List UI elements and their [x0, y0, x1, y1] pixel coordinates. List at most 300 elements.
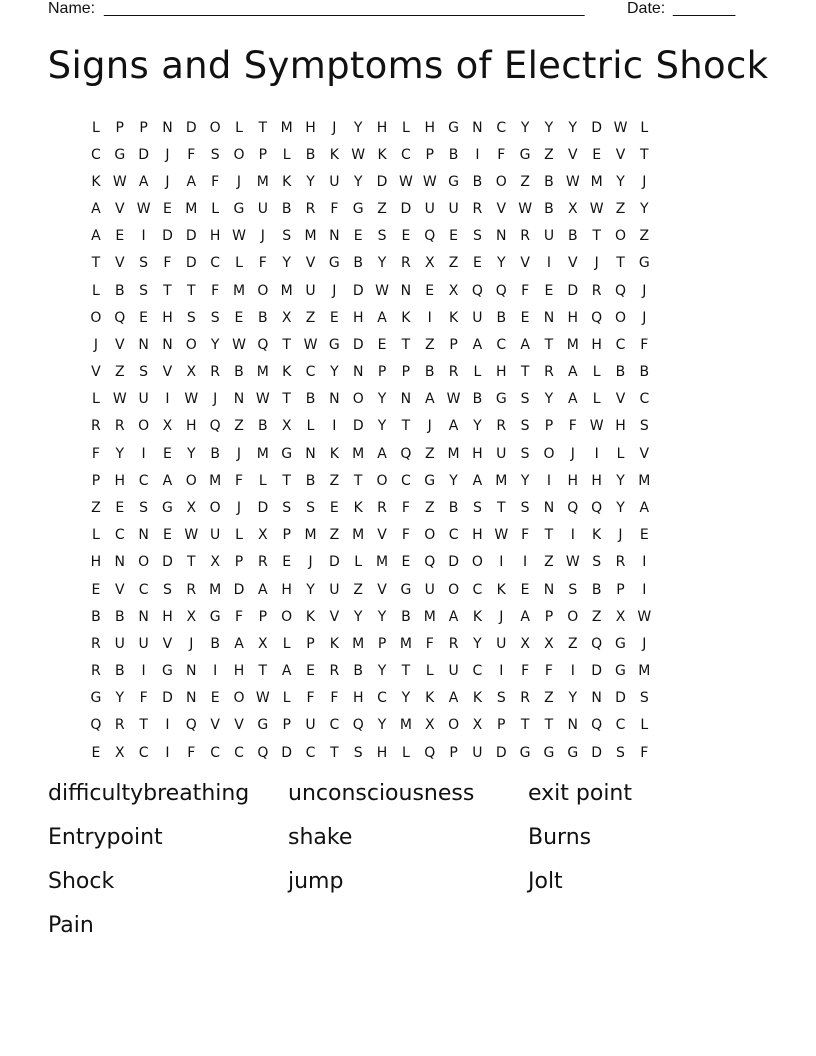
grid-letter: Y — [306, 581, 315, 598]
grid-letter: P — [282, 527, 291, 544]
grid-letter: L — [282, 635, 291, 652]
grid-letter: Z — [568, 635, 578, 652]
grid-letter: V — [114, 581, 125, 598]
grid-letter: B — [210, 445, 220, 462]
grid-letter: T — [401, 418, 411, 435]
grid-row — [84, 739, 732, 766]
grid-letter: F — [139, 690, 148, 707]
grid-letter: J — [570, 445, 575, 462]
grid-letter: U — [305, 282, 316, 299]
grid-letter: D — [352, 336, 364, 353]
grid-letter: S — [282, 499, 292, 516]
grid-letter: Y — [544, 119, 554, 136]
grid-letter: A — [639, 499, 650, 516]
grid-letter: Z — [114, 364, 125, 381]
grid-letter: U — [210, 527, 221, 544]
grid-letter: O — [614, 228, 626, 245]
grid-letter: E — [91, 744, 101, 761]
grid-letter: X — [544, 635, 554, 652]
grid-letter: F — [401, 499, 410, 516]
grid-letter: A — [258, 581, 268, 598]
grid-letter: O — [138, 418, 150, 435]
grid-letter: R — [496, 418, 507, 435]
grid-letter: X — [258, 527, 268, 544]
grid-letter: R — [210, 364, 220, 381]
grid-letter: C — [210, 744, 221, 761]
grid-letter: E — [210, 690, 220, 707]
grid-letter: H — [233, 663, 245, 680]
grid-letter: M — [638, 663, 651, 680]
grid-letter: T — [282, 391, 291, 408]
grid-letter: Z — [639, 228, 650, 245]
grid-row — [84, 114, 732, 141]
grid-letter: V — [520, 255, 530, 272]
grid-letter: T — [282, 336, 291, 353]
grid-letter: L — [235, 119, 243, 136]
grid-letter: D — [233, 581, 245, 598]
grid-letter: Y — [473, 418, 482, 435]
grid-letter: L — [592, 364, 601, 381]
grid-letter: P — [234, 554, 244, 571]
grid-letter: I — [165, 717, 170, 734]
grid-letter: E — [449, 228, 458, 245]
grid-letter: G — [400, 581, 412, 598]
grid-letter: D — [352, 282, 364, 299]
grid-letter: J — [642, 173, 647, 190]
grid-letter: O — [233, 690, 245, 707]
grid-letter: Y — [377, 663, 387, 680]
grid-letter: J — [642, 282, 647, 299]
grid-letter: W — [255, 690, 270, 707]
grid-letter: I — [141, 445, 146, 462]
grid-letter: V — [496, 201, 507, 218]
grid-letter: E — [353, 228, 363, 245]
grid-letter: Z — [329, 472, 340, 489]
grid-letter: A — [472, 472, 483, 489]
grid-letter: B — [472, 391, 483, 408]
date-label: Date: — [627, 0, 666, 17]
grid-letter: X — [162, 418, 173, 435]
grid-letter: M — [209, 581, 222, 598]
grid-letter: Z — [353, 581, 363, 598]
header-line — [48, 0, 748, 20]
grid-letter: W — [303, 336, 318, 353]
grid-letter: F — [640, 744, 649, 761]
grid-letter: T — [640, 146, 649, 163]
grid-letter: G — [328, 336, 340, 353]
grid-letter: E — [377, 336, 387, 353]
grid-letter: N — [352, 364, 364, 381]
grid-letter: Q — [471, 282, 483, 299]
grid-letter: L — [211, 201, 220, 218]
grid-letter: R — [91, 663, 101, 680]
grid-letter: N — [114, 554, 125, 571]
grid-letter: Y — [353, 608, 363, 625]
grid-letter: W — [351, 146, 366, 163]
grid-letter: W — [589, 418, 604, 435]
grid-letter: S — [282, 228, 292, 245]
grid-letter: G — [519, 146, 531, 163]
grid-letter: M — [256, 364, 269, 381]
grid-row — [84, 712, 732, 739]
grid-letter: U — [305, 717, 316, 734]
grid-letter: G — [567, 744, 579, 761]
grid-letter: D — [257, 499, 269, 516]
grid-letter: J — [93, 336, 98, 353]
grid-letter: N — [162, 336, 173, 353]
grid-letter: B — [353, 255, 363, 272]
grid-letter: D — [162, 690, 173, 707]
grid-letter: C — [305, 364, 316, 381]
grid-letter: B — [234, 364, 244, 381]
grid-letter: K — [401, 309, 411, 326]
grid-letter: R — [520, 228, 530, 245]
grid-letter: I — [570, 663, 575, 680]
grid-letter: O — [185, 472, 197, 489]
grid-letter: X — [472, 717, 483, 734]
grid-letter: G — [328, 255, 340, 272]
grid-letter: O — [233, 146, 245, 163]
grid-letter: I — [499, 663, 504, 680]
grid-letter: C — [472, 663, 483, 680]
grid-letter: A — [91, 228, 101, 245]
grid-letter: I — [499, 554, 504, 571]
grid-letter: H — [472, 445, 483, 462]
grid-letter: M — [590, 173, 603, 190]
grid-letter: H — [352, 690, 364, 707]
grid-letter: T — [258, 663, 268, 680]
grid-letter: T — [544, 336, 554, 353]
grid-letter: W — [613, 119, 628, 136]
grid-letter: S — [139, 499, 149, 516]
grid-row — [84, 386, 732, 413]
grid-letter: U — [448, 201, 459, 218]
grid-letter: Y — [377, 391, 387, 408]
grid-letter: W — [136, 201, 151, 218]
word-list-item: shake — [288, 825, 353, 850]
grid-letter: C — [615, 336, 626, 353]
grid-letter: S — [472, 228, 482, 245]
grid-letter: T — [139, 717, 148, 734]
grid-letter: X — [448, 282, 459, 299]
grid-letter: U — [114, 635, 125, 652]
grid-letter: G — [114, 146, 126, 163]
grid-letter: D — [162, 228, 173, 245]
grid-letter: T — [592, 228, 601, 245]
grid-letter: S — [496, 690, 506, 707]
grid-letter: F — [521, 527, 530, 544]
grid-letter: E — [401, 228, 411, 245]
grid-letter: E — [282, 554, 292, 571]
grid-letter: Z — [448, 255, 459, 272]
grid-letter: P — [139, 119, 148, 136]
grid-letter: K — [353, 499, 363, 516]
grid-letter: A — [234, 635, 244, 652]
grid-letter: X — [520, 635, 530, 652]
grid-letter: R — [257, 554, 268, 571]
grid-letter: U — [424, 201, 435, 218]
grid-letter: Y — [473, 635, 482, 652]
grid-letter: G — [448, 119, 459, 136]
grid-letter: S — [377, 228, 387, 245]
grid-letter: T — [520, 717, 530, 734]
grid-letter: C — [91, 146, 101, 163]
grid-letter: Q — [424, 554, 436, 571]
grid-letter: Y — [640, 201, 649, 218]
grid-letter: W — [637, 608, 652, 625]
grid-letter: M — [447, 445, 460, 462]
grid-letter: W — [184, 391, 199, 408]
grid-letter: P — [497, 717, 506, 734]
grid-letter: L — [258, 472, 267, 489]
grid-letter: V — [162, 364, 173, 381]
grid-letter: D — [376, 173, 388, 190]
grid-letter: Q — [495, 282, 507, 299]
grid-letter: H — [281, 581, 292, 598]
grid-letter: C — [329, 717, 340, 734]
grid-letter: X — [186, 499, 197, 516]
grid-letter: C — [401, 472, 411, 489]
grid-letter: T — [520, 364, 530, 381]
grid-letter: T — [163, 282, 172, 299]
grid-letter: F — [544, 663, 553, 680]
grid-letter: Z — [424, 499, 435, 516]
date-field: _______ — [673, 0, 736, 17]
grid-letter: T — [258, 119, 268, 136]
grid-letter: B — [114, 282, 125, 299]
grid-letter: K — [377, 146, 387, 163]
grid-letter: C — [138, 581, 149, 598]
grid-letter: X — [210, 554, 220, 571]
grid-letter: J — [236, 445, 242, 462]
grid-letter: D — [615, 690, 626, 707]
grid-letter: Y — [520, 472, 530, 489]
grid-letter: B — [448, 146, 459, 163]
grid-letter: T — [187, 282, 196, 299]
grid-letter: A — [568, 391, 578, 408]
grid-letter: U — [257, 201, 268, 218]
grid-letter: U — [329, 581, 340, 598]
grid-letter: U — [448, 663, 459, 680]
grid-letter: L — [92, 527, 100, 544]
grid-letter: R — [114, 418, 125, 435]
grid-letter: Y — [115, 690, 125, 707]
grid-letter: S — [186, 309, 196, 326]
grid-letter: A — [520, 336, 530, 353]
grid-letter: P — [282, 717, 291, 734]
grid-letter: X — [114, 744, 125, 761]
grid-letter: T — [282, 472, 291, 489]
grid-letter: J — [427, 418, 432, 435]
grid-row — [84, 440, 732, 467]
grid-letter: Q — [591, 499, 603, 516]
grid-letter: J — [332, 119, 337, 136]
grid-letter: J — [332, 282, 337, 299]
grid-letter: A — [377, 445, 387, 462]
grid-letter: Y — [496, 255, 506, 272]
grid-row — [84, 196, 732, 223]
grid-letter: I — [165, 391, 170, 408]
grid-letter: M — [638, 472, 651, 489]
grid-letter: B — [591, 581, 602, 598]
grid-letter: E — [163, 201, 172, 218]
grid-letter: S — [639, 690, 649, 707]
grid-letter: U — [496, 445, 507, 462]
grid-letter: E — [401, 554, 411, 571]
grid-letter: L — [235, 255, 243, 272]
grid-letter: B — [114, 663, 125, 680]
grid-letter: V — [234, 717, 244, 734]
grid-letter: L — [616, 445, 625, 462]
grid-letter: Y — [187, 445, 196, 462]
grid-letter: V — [162, 635, 173, 652]
grid-letter: R — [377, 499, 387, 516]
grid-letter: G — [424, 472, 436, 489]
grid-letter: K — [425, 690, 435, 707]
grid-letter: G — [519, 744, 531, 761]
grid-letter: R — [114, 717, 125, 734]
grid-letter: D — [185, 119, 197, 136]
grid-letter: I — [427, 309, 432, 326]
grid-letter: N — [186, 663, 197, 680]
grid-letter: R — [472, 201, 483, 218]
grid-row — [84, 413, 732, 440]
grid-letter: L — [592, 391, 601, 408]
grid-letter: O — [543, 445, 555, 462]
grid-letter: G — [162, 663, 173, 680]
grid-letter: S — [616, 744, 625, 761]
grid-letter: N — [329, 228, 340, 245]
grid-letter: A — [448, 690, 459, 707]
grid-letter: M — [209, 472, 222, 489]
grid-letter: V — [114, 255, 125, 272]
grid-letter: Z — [520, 173, 530, 190]
grid-letter: C — [639, 391, 650, 408]
grid-letter: M — [232, 282, 246, 299]
grid-letter: E — [163, 527, 172, 544]
grid-letter: S — [139, 282, 149, 299]
grid-letter: Q — [257, 336, 269, 353]
word-list-item: unconsciousness — [288, 781, 475, 806]
grid-letter: S — [639, 418, 649, 435]
word-list-item: exit point — [528, 781, 633, 806]
grid-letter: U — [472, 309, 483, 326]
grid-letter: P — [258, 146, 268, 163]
grid-letter: Z — [424, 336, 435, 353]
grid-letter: H — [186, 418, 197, 435]
grid-letter: Z — [329, 527, 340, 544]
grid-letter: A — [91, 201, 101, 218]
grid-letter: F — [211, 173, 220, 190]
grid-letter: P — [425, 146, 434, 163]
grid-letter: L — [473, 364, 482, 381]
grid-letter: E — [425, 282, 435, 299]
grid-row — [84, 603, 732, 630]
grid-letter: B — [210, 635, 220, 652]
grid-letter: T — [330, 744, 339, 761]
grid-letter: E — [472, 255, 482, 272]
grid-letter: K — [496, 581, 506, 598]
grid-letter: V — [615, 391, 626, 408]
grid-letter: Q — [614, 282, 626, 299]
grid-letter: W — [494, 527, 509, 544]
grid-letter: I — [165, 744, 170, 761]
grid-letter: C — [305, 744, 316, 761]
grid-letter: V — [305, 255, 316, 272]
grid-letter: F — [187, 744, 196, 761]
grid-letter: D — [352, 418, 364, 435]
grid-letter: D — [591, 119, 603, 136]
grid-letter: F — [401, 527, 410, 544]
grid-letter: B — [639, 364, 650, 381]
grid-row — [84, 657, 732, 684]
grid-letter: E — [115, 499, 125, 516]
grid-letter: B — [281, 201, 292, 218]
grid-letter: B — [401, 608, 411, 625]
grid-letter: U — [496, 635, 507, 652]
grid-letter: O — [614, 309, 626, 326]
grid-letter: C — [496, 336, 507, 353]
grid-letter: D — [591, 663, 603, 680]
grid-letter: I — [546, 255, 552, 272]
grid-letter: P — [91, 472, 101, 489]
grid-letter: S — [163, 581, 172, 598]
grid-letter: C — [401, 146, 411, 163]
grid-letter: M — [304, 527, 317, 544]
grid-letter: D — [162, 554, 173, 571]
grid-letter: E — [91, 581, 101, 598]
grid-letter: T — [353, 472, 363, 489]
grid-letter: P — [377, 635, 387, 652]
grid-letter: N — [472, 119, 483, 136]
grid-letter: Q — [424, 744, 436, 761]
grid-letter: L — [92, 391, 100, 408]
grid-letter: S — [520, 445, 530, 462]
word-list-item: jump — [288, 869, 344, 894]
grid-letter: V — [615, 146, 626, 163]
grid-letter: F — [91, 445, 100, 462]
grid-letter: D — [448, 554, 459, 571]
grid-letter: L — [640, 119, 649, 136]
grid-letter: D — [185, 255, 197, 272]
grid-letter: G — [448, 173, 459, 190]
grid-letter: N — [186, 690, 197, 707]
grid-letter: O — [138, 554, 150, 571]
grid-letter: J — [642, 309, 647, 326]
grid-letter: C — [377, 690, 387, 707]
grid-letter: I — [475, 146, 480, 163]
grid-letter: O — [281, 608, 293, 625]
grid-letter: J — [260, 228, 265, 245]
grid-letter: A — [138, 173, 149, 190]
grid-letter: T — [544, 717, 554, 734]
grid-letter: Y — [353, 173, 363, 190]
grid-letter: N — [543, 581, 555, 598]
grid-letter: V — [639, 445, 650, 462]
letter-grid — [84, 114, 732, 766]
grid-letter: O — [448, 581, 460, 598]
grid-letter: B — [114, 608, 125, 625]
grid-letter: Q — [352, 717, 364, 734]
grid-letter: R — [305, 201, 316, 218]
grid-letter: P — [377, 364, 387, 381]
grid-letter: E — [234, 309, 244, 326]
grid-letter: J — [165, 173, 170, 190]
grid-letter: J — [236, 173, 242, 190]
grid-letter: N — [567, 717, 579, 734]
grid-letter: E — [639, 527, 649, 544]
grid-letter: H — [567, 309, 579, 326]
